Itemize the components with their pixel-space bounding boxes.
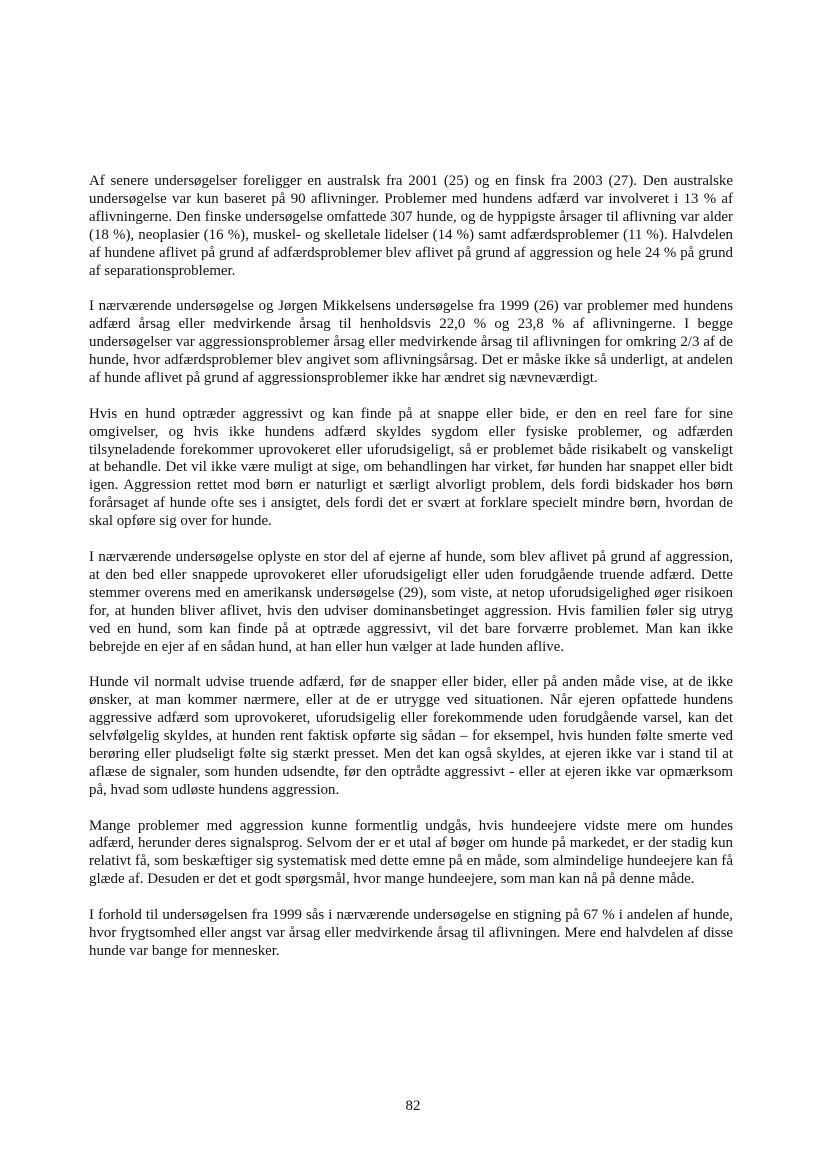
- paragraph-4: I nærværende undersøgelse oplyste en stor del af ejerne af hunde, som blev aflivet på grund af aggression, at den bed eller snappede uprovokeret eller uforudsigeligt eller uden forudgående truende adfærd. Dette stemmer overens med en amerikansk undersøgelse (29), som viste, at netop uforudsigelighed øger risikoen for, at hunden bliver aflivet, hvis den udviser dominansbetinget aggression. Hvis familien føler sig utryg ved en hund, som kan finde på at optræde aggressivt, vil det bare forværre problemet. Man kan ikke bebrejde en ejer af en sådan hund, at han eller hun vælger at lade hunden aflive.: [89, 548, 733, 655]
- paragraph-5: Hunde vil normalt udvise truende adfærd, før de snapper eller bider, eller på anden måde vise, at de ikke ønsker, at man kommer nærmere, eller at de er utrygge ved situationen. Når ejeren opfattede hundens aggressive adfærd som uprovokeret, uforudsigelig eller forekommende uden forudgående varsel, kan det selvfølgelig skyldes, at hunden rent faktisk opførte sig sådan – for eksempel, hvis hunden følte smerte ved berøring eller pludseligt følte sig stærkt presset. Men det kan også skyldes, at ejeren ikke var i stand til at aflæse de signaler, som hunden udsendte, før den optrådte aggressivt - eller at ejeren ikke var opmærksom på, hvad som udløste hundens aggression.: [89, 674, 733, 798]
- body-text: [89, 173, 733, 979]
- paragraph-1: Af senere undersøgelser foreligger en australsk fra 2001 (25) og en finsk fra 2003 (27). Den australske undersøgelse var kun baseret på 90 aflivninger. Problemer med hundens adfærd var involveret i 13 % af aflivningerne. Den finske undersøgelse omfattede 307 hunde, og de hyppigste årsager til aflivning var alder (18 %), neoplasier (16 %), muskel- og skelletale lidelser (14 %) samt adfærdsproblemer (11 %). Halvdelen af hundene aflivet på grund af adfærdsproblemer blev aflivet på grund af aggression og hele 24 % på grund af separationsproblemer.: [89, 173, 733, 279]
- paragraph-7: I forhold til undersøgelsen fra 1999 sås i nærværende undersøgelse en stigning på 67 % i andelen af hunde, hvor frygtsomhed eller angst var årsag eller medvirkende årsag til aflivningen. Mere end halvdelen af disse hunde var bange for mennesker.: [89, 907, 733, 959]
- page-number: 82: [405, 1098, 421, 1114]
- paragraph-6: Mange problemer med aggression kunne formentlig undgås, hvis hundeejere vidste mere om hundes adfærd, herunder deres signalsprog. Selvom der er et utal af bøger om hunde på markedet, er der stadig kun relativt få, som beskæftiger sig systematisk med dette emne på en måde, som almindelige hundeejere kan få glæde af. Desuden er det et godt spørgsmål, hvor mange hundeejere, som man kan nå på denne måde.: [89, 817, 733, 888]
- paragraph-3: Hvis en hund optræder aggressivt og kan finde på at snappe eller bide, er den en reel fare for sine omgivelser, og hvis ikke hundens adfærd skyldes sygdom eller fysiske problemer, og adfærden tilsyneladende forekommer uprovokeret eller uforudsigeligt, så er problemet både risikabelt og vanskeligt at behandle. Det vil ikke være muligt at sige, om behandlingen har virket, før hunden har snappet eller bidt igen. Aggression rettet mod børn er naturligt et særligt alvorligt problem, dels fordi bidskader hos børn forårsaget af hunde ofte ses i ansigtet, dels fordi det er svært at forklare specielt mindre børn, hvordan de skal opføre sig over for hunde.: [89, 405, 733, 530]
- paragraph-2: I nærværende undersøgelse og Jørgen Mikkelsens undersøgelse fra 1999 (26) var problemer med hundens adfærd årsag eller medvirkende årsag til henholdsvis 22,0 % og 23,8 % af aflivningerne. I begge undersøgelser var aggressionsproblemer årsag eller medvirkende årsag til aflivningen for omkring 2/3 af de hunde, hvor adfærdsproblemer blev angivet som aflivningsårsag. Det er måske ikke så underligt, at andelen af hunde aflivet på grund af aggressionsproblemer ikke har ændret sig nævneværdigt.: [89, 298, 733, 386]
